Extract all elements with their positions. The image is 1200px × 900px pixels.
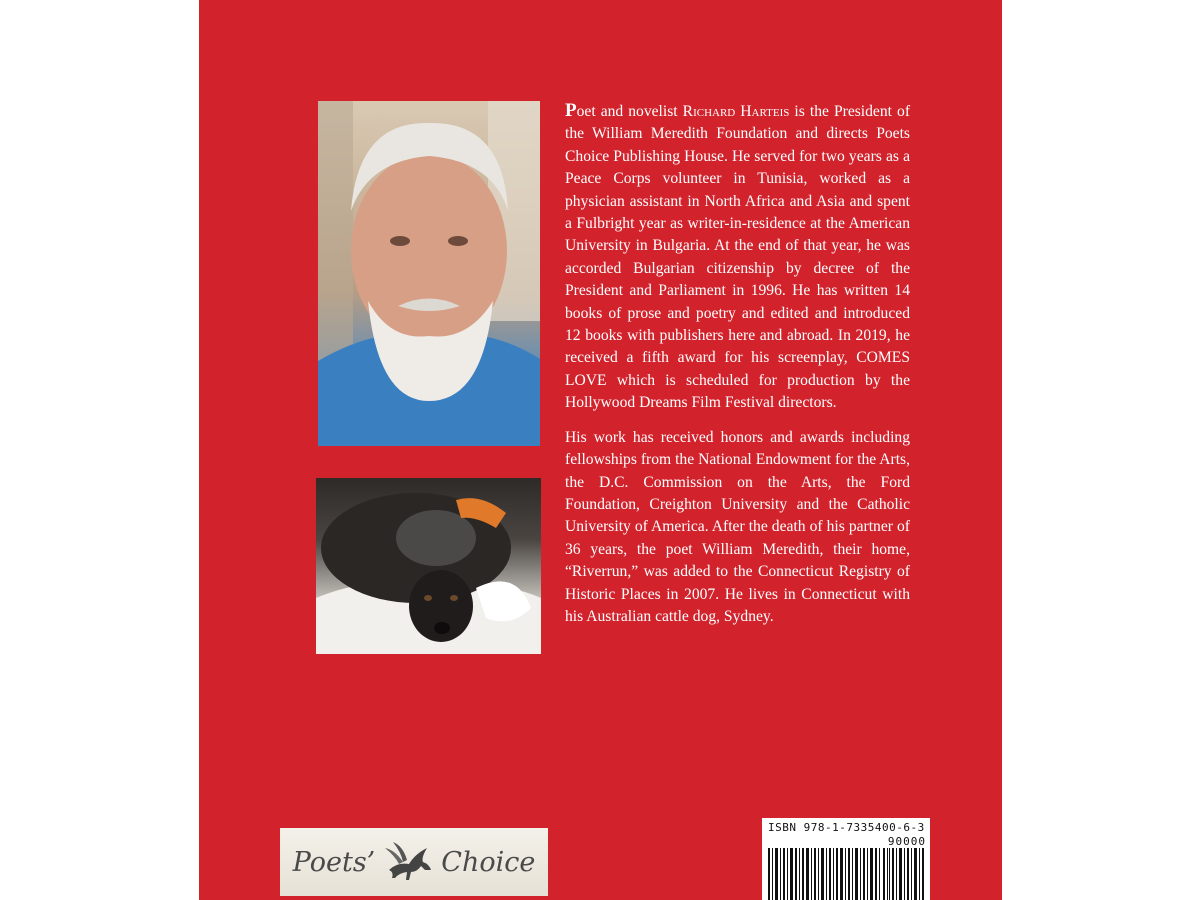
- logo-word-right: Choice: [441, 846, 536, 878]
- logo-word-left: Poets’: [292, 846, 376, 878]
- bio-paragraph-2: His work has received honors and awards including fellowships from the National Endowment for the Arts, the D.C. Commission on the Arts, the Ford Foundation, Creighton University and the Catholic University of America. After the death of his partner of 36 years, the poet William Meredith, their home, “Riverrun,” was added to the Connecticut Registry of Historic Places in 2007. He lives in Connecticut with his Australian cattle dog, Sydney.: [565, 428, 910, 625]
- isbn-barcode: [762, 818, 930, 900]
- isbn-number: ISBN 978-1-7335400-6-3: [768, 821, 925, 834]
- bio-paragraph-1: [565, 100, 910, 415]
- author-name: Richard Harteis: [682, 103, 790, 120]
- bio-text-rest: is the President of the William Meredith Foundation and directs Poets Choice Publishing House. He served for two years as a Peace Corps volunteer in Tunisia, worked as a physician assistant in North Africa and Asia and spent a Fulbright year as writer-in-residence at the American University in Bulgaria. At the end of that year, he was accorded Bulgarian citizenship by decree of the President and Parliament in 1996. He has written 14 books of prose and poetry and edited and introduced 12 books with publishers here and abroad. In 2019, he received a fifth award for his screenplay, COMES LOVE which is scheduled for production by the Hollywood Dreams Film Festival directors.: [565, 103, 911, 412]
- pegasus-icon: [381, 840, 435, 884]
- bio-text-start: oet and novelist: [576, 103, 683, 120]
- author-bio: [565, 100, 910, 640]
- barcode-bars: [768, 848, 924, 900]
- author-photo: [318, 101, 540, 446]
- back-cover: [199, 0, 1002, 900]
- publisher-logo: [280, 828, 548, 896]
- price-code: 90000: [887, 835, 926, 848]
- dog-photo: [316, 478, 541, 654]
- drop-cap: P: [565, 100, 577, 121]
